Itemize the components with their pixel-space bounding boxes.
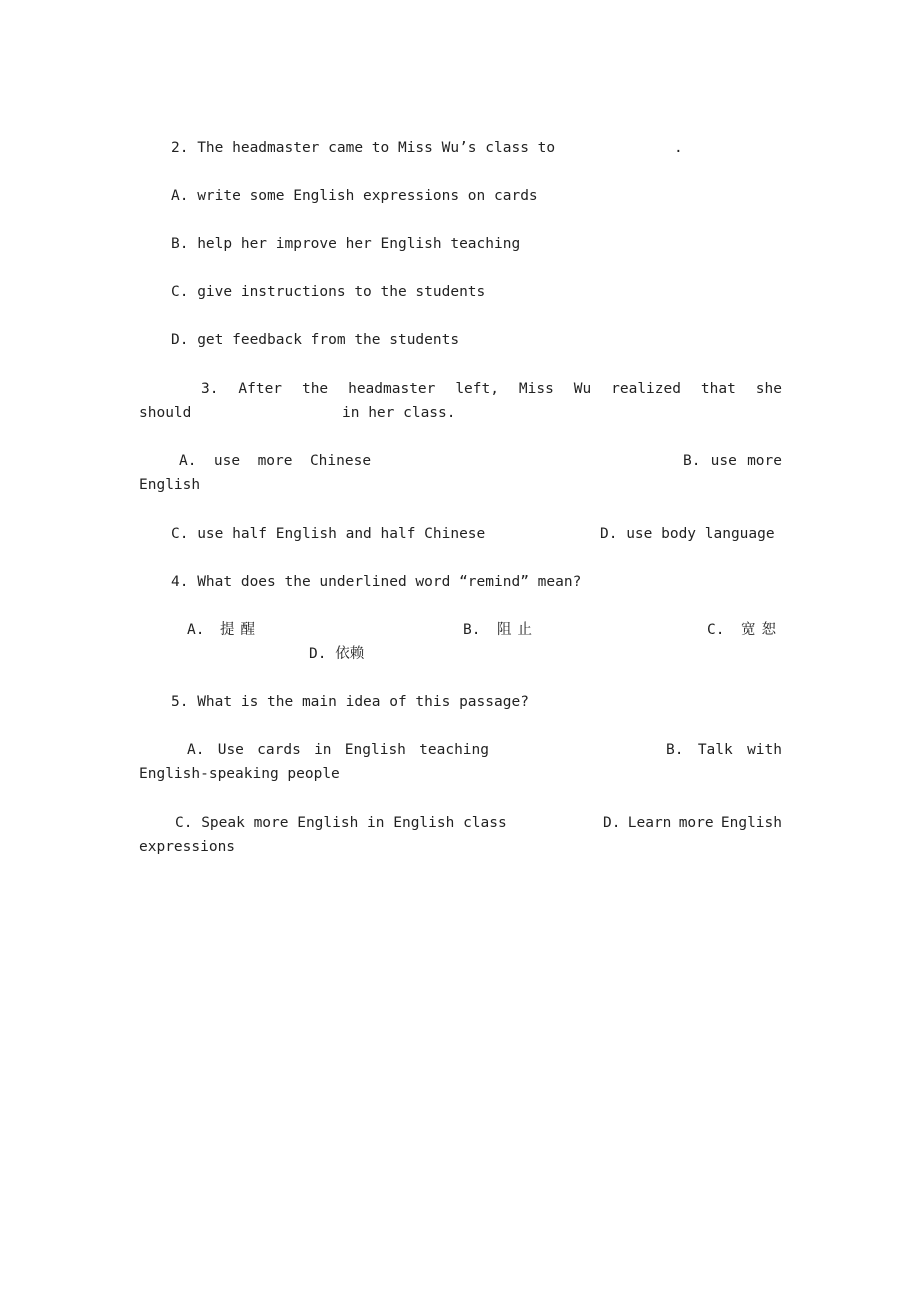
q4-option-c-text: 宽恕 [741, 622, 782, 638]
q2-stem: 2. The headmaster came to Miss Wu’s class to [171, 140, 556, 156]
q5-option-a-part: teaching [419, 742, 489, 758]
q5-option-a-part: in [314, 742, 332, 758]
q3-option-b-part: B. [683, 453, 701, 469]
q2-option-d: D. get feedback from the students [171, 332, 460, 348]
q2-option-b: B. help her improve her English teaching [171, 236, 521, 252]
q5-stem: 5. What is the main idea of this passage? [171, 694, 529, 710]
q3-word: Miss [518, 381, 554, 397]
q4-option-d: D. 依赖 [309, 646, 365, 662]
q5-option-d-part: more [678, 815, 714, 831]
q3-word: 3. [201, 381, 219, 397]
q5-option-a-part: English [344, 742, 406, 758]
q5-option-d-wrap: expressions [139, 839, 236, 855]
q4-option-a-letter: A. [187, 622, 205, 638]
q2-option-c: C. give instructions to the students [171, 284, 486, 300]
q3-stem-line1 [201, 379, 782, 399]
q3-option-b-wrap: English [139, 477, 201, 493]
q5-option-d [603, 813, 782, 833]
q3-word: Wu [573, 381, 592, 397]
q3-word: left, [455, 381, 499, 397]
q3-stem-tail: in her class. [342, 405, 456, 421]
q5-option-b [666, 740, 782, 760]
q4-option-c-letter: C. [707, 622, 725, 638]
q3-option-b-part: use [710, 453, 737, 469]
q5-option-d-part: Learn [627, 815, 672, 831]
q3-word: realized [611, 381, 681, 397]
q4-option-a-text: 提醒 [220, 622, 261, 638]
q3-word: headmaster [348, 381, 436, 397]
q3-option-b [683, 451, 782, 471]
q5-option-b-part: B. [666, 742, 684, 758]
q4-stem: 4. What does the underlined word “remind” mean? [171, 574, 582, 590]
q5-option-a [187, 740, 489, 760]
q3-option-a: A. use more Chinese [179, 453, 372, 469]
q3-option-b-part: more [747, 453, 782, 469]
q4-option-b-letter: B. [463, 622, 481, 638]
q5-option-c: C. Speak more English in English class [175, 815, 507, 831]
q3-option-d: D. use body language [600, 526, 775, 542]
q5-option-a-part: Use [217, 742, 244, 758]
q5-option-a-part: cards [257, 742, 301, 758]
q5-option-b-part: with [747, 742, 782, 758]
q3-word: that [700, 381, 736, 397]
q3-stem-should: should [139, 405, 192, 421]
q2-stem-end: . [674, 140, 683, 156]
q5-option-d-part: English [720, 815, 782, 831]
q2-option-a: A. write some English expressions on cards [171, 188, 538, 204]
q3-word: the [301, 381, 329, 397]
q4-option-b-text: 阻止 [497, 622, 538, 638]
q3-option-c: C. use half English and half Chinese [171, 526, 486, 542]
q5-option-b-wrap: English-speaking people [139, 766, 340, 782]
q5-option-a-part: A. [187, 742, 205, 758]
q5-option-b-part: Talk [697, 742, 733, 758]
q3-word: she [755, 381, 782, 397]
q3-word: After [238, 381, 283, 397]
q5-option-d-part: D. [603, 815, 621, 831]
